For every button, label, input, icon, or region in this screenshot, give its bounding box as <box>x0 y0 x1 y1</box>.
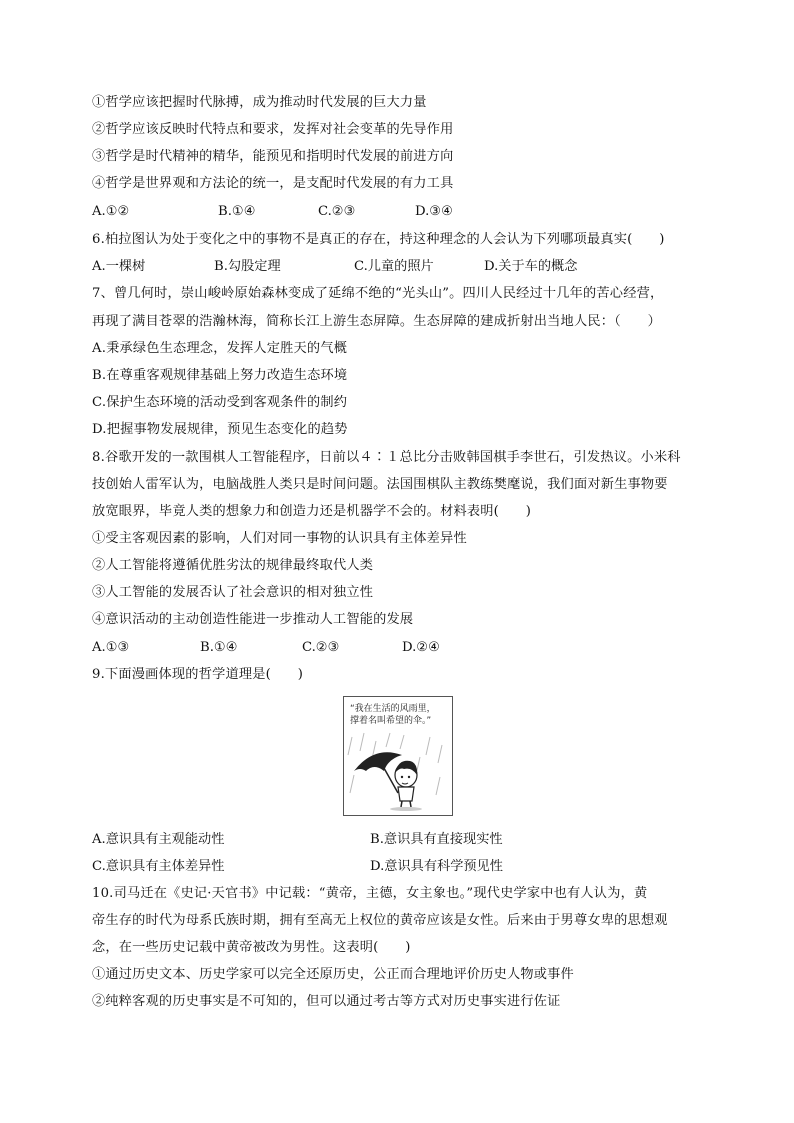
q10-stem-line-2: 帝生存的时代为母系氏族时期，拥有至高无上权位的黄帝应该是女性。后来由于男尊女卑的思想观 <box>92 913 668 928</box>
cartoon-caption-line-2: 撑着名叫希望的伞。” <box>350 716 432 726</box>
q5-option-a[interactable]: A.①② <box>92 204 130 219</box>
q7-option-a[interactable]: A.秉承绿色生态理念，发挥人定胜天的气概 <box>92 341 348 356</box>
q8-stem-line-2: 技创始人雷军认为，电脑战胜人类只是时间问题。法国围棋队主教练樊麾说，我们面对新生事物要 <box>92 477 668 492</box>
q8-stem-line-1: 8.谷歌开发的一款围棋人工智能程序，日前以４∶１总比分击败韩国棋手李世石，引发热议。小米科 <box>92 450 681 465</box>
q5-statement-3: ③哲学是时代精神的精华，能预见和指明时代发展的前进方向 <box>92 149 454 164</box>
q5-statement-2: ②哲学应该反映时代特点和要求，发挥对社会变革的先导作用 <box>92 122 454 137</box>
q8-statement-4: ④意识活动的主动创造性能进一步推动人工智能的发展 <box>92 612 414 627</box>
q8-stem-line-3: 放宽眼界，毕竟人类的想象力和创造力还是机器学不会的。材料表明( ) <box>92 504 532 519</box>
q8-statement-3: ③人工智能的发展否认了社会意识的相对独立性 <box>92 585 374 600</box>
q5-option-c[interactable]: C.②③ <box>318 204 356 219</box>
cartoon-caption-line-1: “我在生活的风雨里， <box>350 704 436 714</box>
q7-stem-line-1: 7、曾几何时，崇山峻岭原始森林变成了延绵不绝的“光头山”。四川人民经过十几年的苦心经营， <box>92 286 664 301</box>
q6-option-c[interactable]: C.儿童的照片 <box>354 259 434 274</box>
q6-option-b[interactable]: B.勾股定理 <box>214 259 281 274</box>
q8-option-c[interactable]: C.②③ <box>302 640 340 655</box>
q10-stem-line-1: 10.司马迁在《史记·天官书》中记载：“黄帝，主德，女主象也。”现代史学家中也有人认为，黄 <box>92 886 648 901</box>
cartoon-caption <box>350 703 436 727</box>
q8-option-d[interactable]: D.②④ <box>402 640 440 655</box>
q5-option-d[interactable]: D.③④ <box>415 204 453 219</box>
q5-statement-1: ①哲学应该把握时代脉搏，成为推动时代发展的巨大力量 <box>92 95 427 110</box>
q8-statement-2: ②人工智能将遵循优胜劣汰的规律最终取代人类 <box>92 558 374 573</box>
q7-option-c[interactable]: C.保护生态环境的活动受到客观条件的制约 <box>92 395 348 410</box>
q5-statement-4: ④哲学是世界观和方法论的统一，是支配时代发展的有力工具 <box>92 176 454 191</box>
q10-statement-1: ①通过历史文本、历史学家可以完全还原历史，公正而合理地评价历史人物或事件 <box>92 967 574 982</box>
q7-stem-line-2: 再现了满目苍翠的浩瀚林海，简称长江上游生态屏障。生态屏障的建成折射出当地人民：（ ） <box>92 314 662 329</box>
q9-stem: 9.下面漫画体现的哲学道理是( ) <box>92 667 304 682</box>
q9-option-c[interactable]: C.意识具有主体差异性 <box>92 859 225 874</box>
umbrella-cartoon <box>343 696 453 816</box>
q9-option-d[interactable]: D.意识具有科学预见性 <box>370 859 503 874</box>
q10-statement-2: ②纯粹客观的历史事实是不可知的，但可以通过考古等方式对历史事实进行佐证 <box>92 994 561 1009</box>
q9-option-a[interactable]: A.意识具有主观能动性 <box>92 832 225 847</box>
q8-statement-1: ①受主客观因素的影响，人们对同一事物的认识具有主体差异性 <box>92 531 467 546</box>
q5-option-b[interactable]: B.①④ <box>218 204 256 219</box>
q6-stem: 6.柏拉图认为处于变化之中的事物不是真正的存在，持这种理念的人会认为下列哪项最真实( ) <box>92 232 665 247</box>
q8-option-a[interactable]: A.①③ <box>92 640 130 655</box>
q9-option-b[interactable]: B.意识具有直接现实性 <box>370 832 503 847</box>
q8-option-b[interactable]: B.①④ <box>200 640 238 655</box>
q7-option-d[interactable]: D.把握事物发展规律，预见生态变化的趋势 <box>92 422 348 437</box>
q6-option-d[interactable]: D.关于车的概念 <box>484 259 578 274</box>
q10-stem-line-3: 念，在一些历史记载中黄帝被改为男性。这表明( ) <box>92 940 411 955</box>
q7-option-b[interactable]: B.在尊重客观规律基础上努力改造生态环境 <box>92 368 348 383</box>
q6-option-a[interactable]: A.一棵树 <box>92 259 146 274</box>
